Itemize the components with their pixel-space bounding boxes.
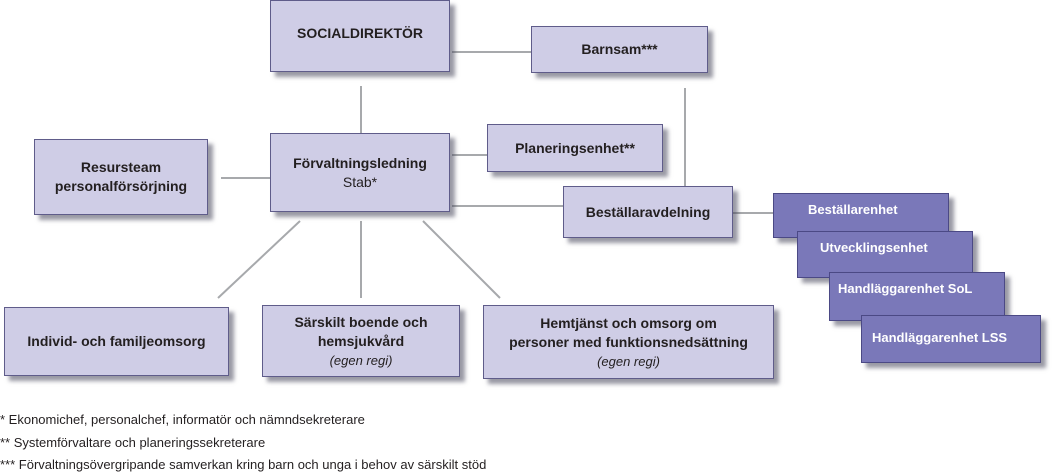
socialdirektor-label: SOCIALDIREKTÖR	[297, 24, 423, 41]
connector-forvaltning-hemtjanst	[423, 221, 500, 298]
sub-unit-handlaggarenhet-lss	[861, 315, 1041, 363]
sarskilt-box	[262, 305, 460, 377]
footnote-one: * Ekonomichef, personalchef, informatör och nämndsekreterare	[0, 412, 365, 427]
footnote-two: ** Systemförvaltare och planeringssekreterare	[0, 435, 266, 450]
bestallaravdelning-label: Beställaravdelning	[585, 203, 711, 220]
resursteam-box	[34, 139, 208, 215]
bestallarenhet-label: Beställarenhet	[808, 202, 898, 217]
hemtjanst-box	[483, 305, 774, 379]
hemtjanst-line1: Hemtjänst och omsorg om	[540, 314, 717, 331]
handlaggarenhet-lss-label: Handläggarenhet LSS	[872, 330, 1008, 345]
forvaltningsledning-box	[270, 133, 450, 212]
sub-unit-handlaggarenhet-sol	[829, 272, 1005, 321]
resursteam-line1: Resursteam	[80, 159, 162, 175]
connector-forvaltning-individ	[218, 221, 300, 298]
planeringsenhet-box	[487, 124, 663, 172]
utvecklingsenhet-label: Utvecklingsenhet	[820, 240, 928, 255]
barnsam-label: Barnsam***	[581, 41, 658, 57]
forvaltningsledning-line2: Stab*	[342, 173, 378, 190]
handlaggarenhet-sol-label: Handläggarenhet SoL	[838, 281, 973, 296]
individ-box	[4, 307, 229, 376]
hemtjanst-line3: (egen regi)	[597, 353, 660, 369]
sarskilt-line2: hemsjukvård	[317, 332, 405, 349]
sarskilt-line3: (egen regi)	[329, 352, 393, 368]
sub-unit-utvecklingsenhet	[797, 231, 973, 278]
bestallaravdelning-box	[563, 186, 733, 238]
planeringsenhet-label: Planeringsenhet**	[515, 139, 635, 156]
footnote-three: *** Förvaltningsövergripande samverkan kring barn och unga i behov av särskilt stöd	[0, 457, 487, 472]
barnsam-box	[531, 26, 708, 73]
hemtjanst-line2: personer med funktionsnedsättning	[509, 333, 748, 350]
sarskilt-line1: Särskilt boende och	[294, 313, 428, 330]
forvaltningsledning-line1: Förvaltningsledning	[293, 154, 427, 171]
socialdirektor-box	[270, 0, 450, 72]
resursteam-line2: personalförsörjning	[54, 178, 188, 194]
individ-label: Individ- och familjeomsorg	[27, 333, 206, 349]
